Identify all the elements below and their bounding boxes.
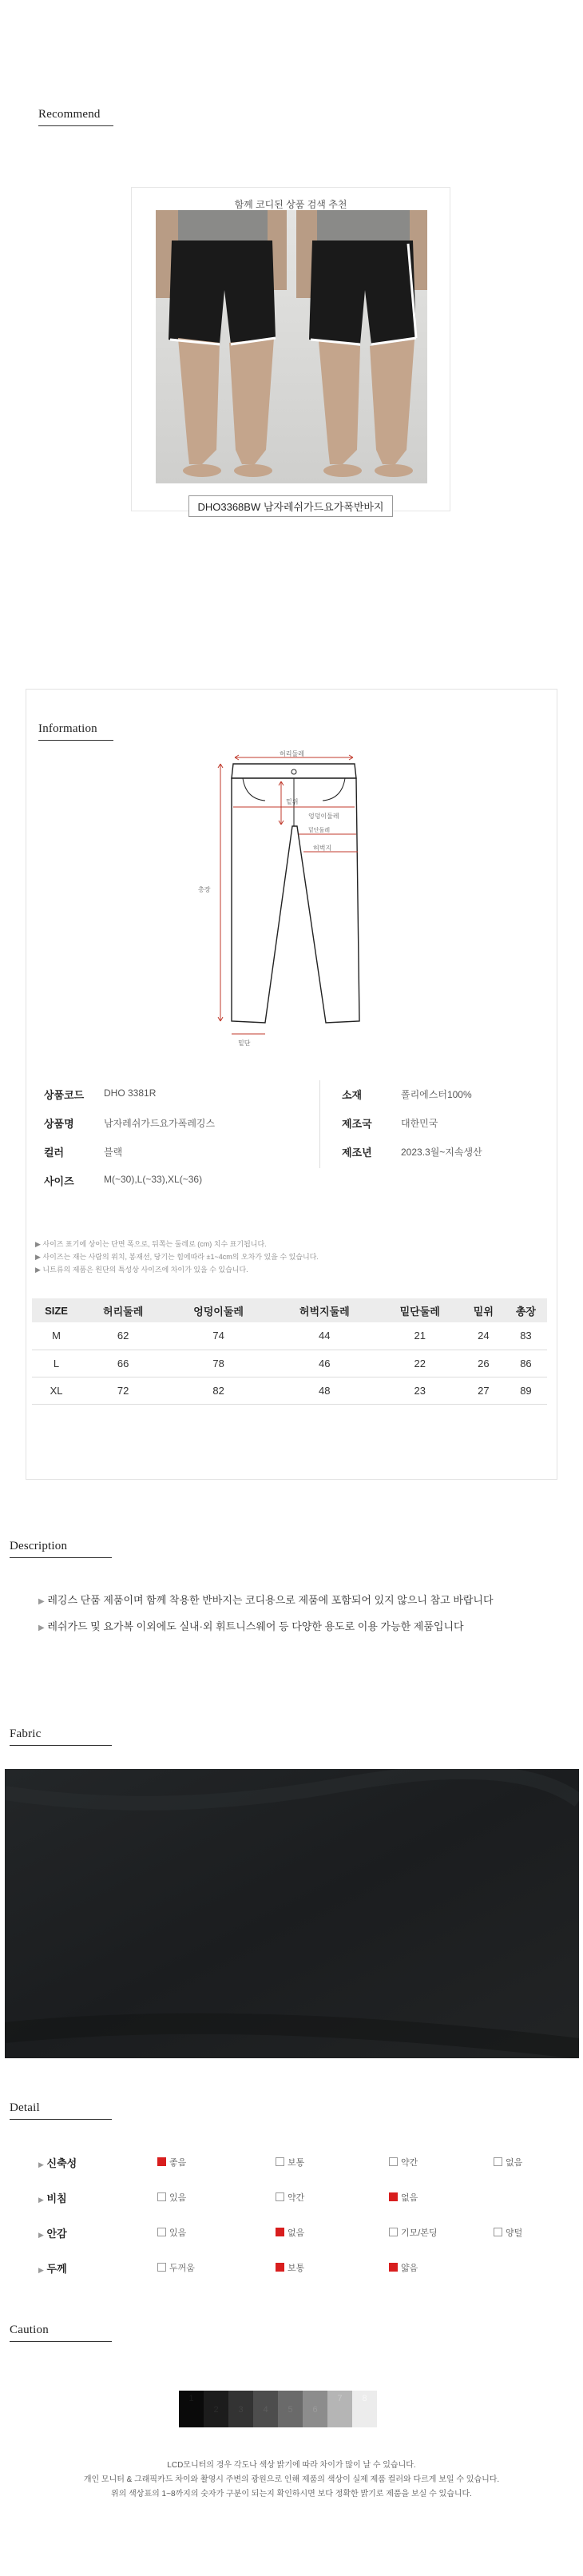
table-cell: 23 [378,1377,462,1404]
spec-value-country: 대한민국 [401,1118,438,1129]
sheerness-option-slight[interactable]: 약간 [276,2191,304,2204]
size-col-header: 밑단둘레 [378,1298,462,1322]
diagram-label-rise: 밑위 [286,798,299,805]
spec-divider [319,1080,320,1168]
sheerness-option-none[interactable]: 없음 [389,2191,418,2204]
information-title-rule [38,740,113,741]
size-col-header: 엉덩이둘레 [165,1298,272,1322]
checkbox-icon [276,2192,284,2201]
checkbox-icon [157,2263,166,2272]
swatch-7: 7 [327,2391,352,2427]
table-cell: 62 [81,1322,165,1350]
table-cell: 66 [81,1350,165,1377]
table-cell: M [32,1322,81,1350]
detail-title: Detail [10,2101,40,2114]
table-cell: 48 [272,1377,378,1404]
spec-value-year: 2023.3월~지속생산 [401,1147,482,1158]
description-line-1: ▶ 레깅스 단품 제품이며 함께 착용한 반바지는 코디용으로 제품에 포함되어 있지 않으니 참고 바랍니다 [38,1594,494,1606]
checked-box-icon [157,2157,166,2166]
swatch-2: 2 [204,2391,228,2427]
table-cell: 44 [272,1322,378,1350]
thickness-option-normal[interactable]: 보통 [276,2261,304,2274]
table-cell: 22 [378,1350,462,1377]
detail-label-thickness: ▶ 두께 [38,2263,67,2275]
description-title: Description [10,1540,68,1552]
bullet-arrow-icon: ▶ [38,2231,44,2239]
lining-option-fleece[interactable]: 양털 [494,2226,522,2239]
diagram-label-total: 총장 [198,886,211,893]
size-table [32,1298,547,1405]
recommend-caption: 함께 코디된 상품 검색 추천 [234,199,347,210]
bullet-arrow-icon: ▶ [38,1597,45,1606]
table-row [32,1350,547,1377]
thickness-option-thin[interactable]: 얇음 [389,2261,418,2274]
checkbox-icon [276,2157,284,2166]
diagram-label-hip: 엉덩이둘레 [308,813,339,820]
caution-title: Caution [10,2324,49,2336]
caution-line-3: 위의 색상표의 1~8까지의 숫자가 구분이 되는지 확인하시면 보다 정확한 밝기로 제품을 보실 수 있습니다. [111,2490,472,2498]
spec-label-country: 제조국 [342,1118,372,1130]
spec-label-year: 제조년 [342,1147,372,1159]
sheerness-option-yes[interactable]: 있음 [157,2191,186,2204]
size-measurement-diagram [198,749,374,1061]
detail-label-elasticity: ▶ 신축성 [38,2157,77,2169]
caution-line-1: LCD모니터의 경우 각도나 색상 밝기에 따라 차이가 많이 날 수 있습니다. [167,2461,416,2470]
description-line-2: ▶ 레쉬가드 및 요가복 이외에도 실내·외 휘트니스웨어 등 다양한 용도로 이용 가능한 제품입니다 [38,1620,464,1632]
detail-label-sheerness: ▶ 비침 [38,2192,67,2204]
spec-label-size: 사이즈 [44,1175,74,1187]
table-cell: L [32,1350,81,1377]
swatch-5: 5 [278,2391,303,2427]
table-cell: 26 [462,1350,505,1377]
diagram-label-hem: 밑단 [238,1040,251,1047]
checkbox-icon [157,2192,166,2201]
caution-line-2: 개인 모니터 & 그래픽카드 차이와 촬영시 주변의 광원으로 인해 제품의 색상이 실제 제품 컬러와 다르게 보일 수 있습니다. [83,2475,500,2484]
table-row [32,1322,547,1350]
recommend-title-rule [38,125,113,126]
checked-box-icon [276,2228,284,2236]
detail-title-rule [10,2119,112,2120]
checked-box-icon [389,2263,398,2272]
swatch-8: 8 [352,2391,377,2427]
checkbox-icon [157,2228,166,2236]
spec-label-color: 컬러 [44,1147,65,1159]
size-col-header: 허벅지둘레 [272,1298,378,1322]
spec-value-size: M(~30),L(~33),XL(~36) [104,1174,203,1185]
table-cell: 24 [462,1322,505,1350]
elasticity-option-good[interactable]: 좋음 [157,2156,186,2169]
table-cell: XL [32,1377,81,1404]
recommend-title: Recommend [38,108,101,121]
description-title-rule [10,1557,112,1558]
size-note-1: ▶ 사이즈 표기에 상이는 단면 폭으로, 뒤쪽는 둘레로 (cm) 치수 표기됩니다. [35,1240,267,1248]
swatch-4: 4 [253,2391,278,2427]
table-row [32,1377,547,1404]
checkbox-icon [494,2228,502,2236]
recommend-card[interactable] [131,187,450,511]
table-cell: 27 [462,1377,505,1404]
spec-label-material: 소재 [342,1089,363,1101]
bullet-arrow-icon: ▶ [38,2196,44,2204]
bullet-arrow-icon: ▶ [38,2161,44,2169]
size-col-header: SIZE [32,1298,81,1322]
spec-label-name: 상품명 [44,1118,74,1130]
checked-box-icon [276,2263,284,2272]
diagram-label-thigh-round: 밑단둘레 [308,828,331,833]
size-note-2: ▶ 사이즈는 재는 사람의 위치, 봉재선, 당기는 힘에따라 ±1~4cm의 오차가 있을 수 있습니다. [35,1253,319,1261]
table-cell: 82 [165,1377,272,1404]
table-cell: 72 [81,1377,165,1404]
recommend-product-name[interactable]: DHO3368BW 남자레쉬가드요가폭반바지 [188,495,392,517]
table-cell: 46 [272,1350,378,1377]
swatch-3: 3 [228,2391,253,2427]
table-cell: 89 [505,1377,547,1404]
checkbox-icon [389,2157,398,2166]
information-title: Information [38,722,97,735]
checkbox-icon [389,2228,398,2236]
table-cell: 74 [165,1322,272,1350]
size-note-3: ▶ 니트류의 제품은 원단의 특성상 사이즈에 차이가 있을 수 있습니다. [35,1266,248,1274]
spec-value-color: 블랙 [104,1147,123,1158]
size-table-header [32,1298,547,1322]
caution-title-rule [10,2341,112,2342]
table-cell: 78 [165,1350,272,1377]
diagram-label-waist: 허리둘레 [280,750,304,757]
table-cell: 86 [505,1350,547,1377]
fabric-title-rule [10,1745,112,1746]
swatch-6: 6 [303,2391,327,2427]
table-cell: 83 [505,1322,547,1350]
checkbox-icon [494,2157,502,2166]
spec-value-code: DHO 3381R [104,1087,157,1099]
thickness-option-thick[interactable]: 두꺼움 [157,2261,195,2274]
size-col-header: 밑위 [462,1298,505,1322]
fabric-title: Fabric [10,1727,42,1740]
elasticity-option-slight[interactable]: 약간 [389,2156,418,2169]
lining-option-none[interactable]: 없음 [276,2226,304,2239]
spec-label-code: 상품코드 [44,1089,85,1101]
spec-value-name: 남자레쉬가드요가폭레깅스 [104,1118,216,1129]
lining-option-yes[interactable]: 있음 [157,2226,186,2239]
checked-box-icon [389,2192,398,2201]
swatch-1: 1 [179,2391,204,2427]
lining-option-brushed[interactable]: 기모/본딩 [389,2226,438,2239]
diagram-label-thigh: 허벅지 [313,845,332,852]
detail-label-lining: ▶ 안감 [38,2228,67,2240]
elasticity-option-normal[interactable]: 보통 [276,2156,304,2169]
size-col-header: 총장 [505,1298,547,1322]
spec-value-material: 폴리에스터100% [401,1089,472,1100]
elasticity-option-none[interactable]: 없음 [494,2156,522,2169]
bullet-arrow-icon: ▶ [38,2266,44,2274]
size-col-header: 허리둘레 [81,1298,165,1322]
bullet-arrow-icon: ▶ [38,1624,45,1632]
fabric-texture-photo [5,1769,579,2058]
recommend-product-photo[interactable] [156,210,427,483]
table-cell: 21 [378,1322,462,1350]
